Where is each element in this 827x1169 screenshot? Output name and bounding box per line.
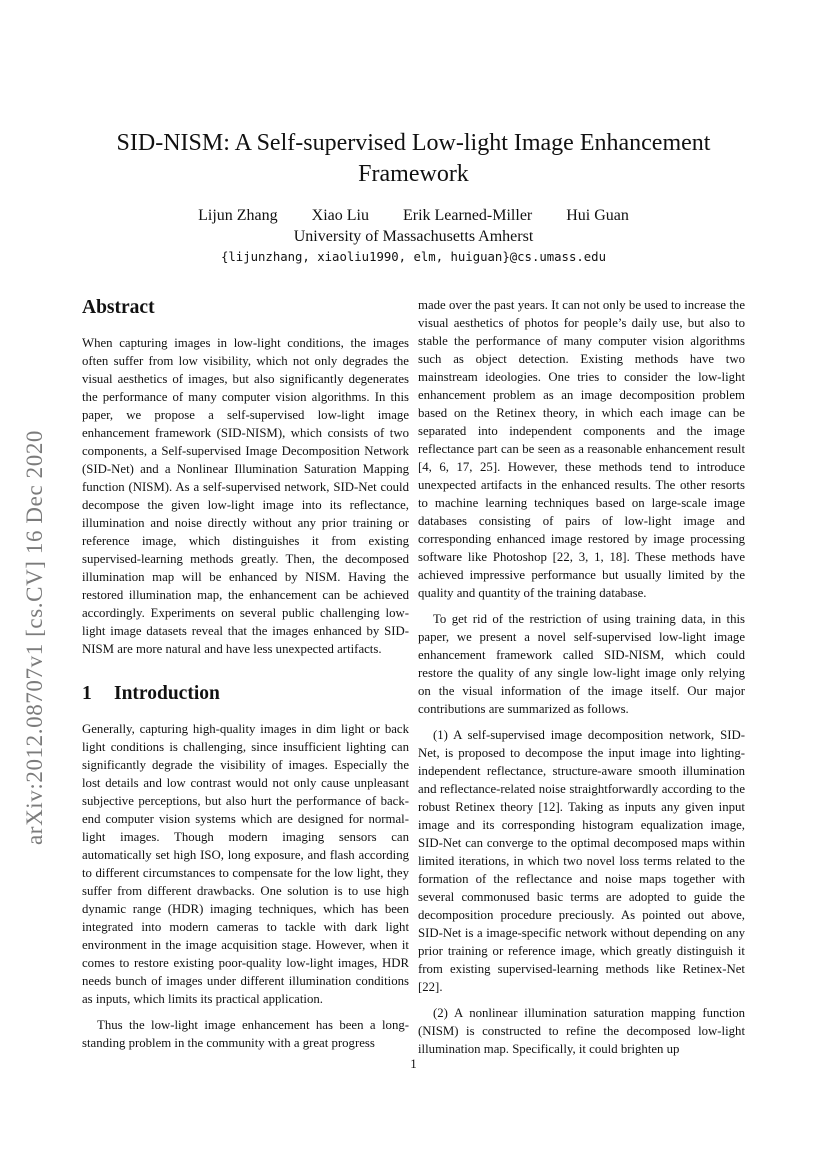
author-name: Xiao Liu bbox=[311, 207, 369, 224]
contribution-2: (2) A nonlinear illumination saturation mapping function (NISM) is constructed to refine the decomposed low-light illumination map. Specifically, it could brighten up bbox=[418, 1006, 745, 1056]
contribution-1: (1) A self-supervised image decomposition network, SID-Net, is proposed to decompose the input image into lighting-independent reflectance, structure-aware smooth illumination and reflectance-related noise straightforwardly according to the robust Retinex theory [12]. Taking as inputs any given input image and its corresponding histogram equalization image, SID-Net can converge to the optimal decomposed maps within limited iterations, in which two novel loss terms related to the formation of the reflectance and noise maps together with several commonused basic terms are adopted to guide the decomposition procedure preciously. As pointed out above, SID-Net is a image-specific network without depending on any prior training or reference image, which greatly distinguish it from existing supervised-learning methods like Retinex-Net [22]. bbox=[418, 728, 745, 994]
page-number: 1 bbox=[410, 1056, 417, 1071]
author-name: Hui Guan bbox=[566, 207, 629, 224]
intro-paragraph-1: Generally, capturing high-quality images in dim light or back light conditions is challenging, since insufficient lighting can significantly degrade the visibility of images. Especially the lost details and low contrast would not only cause unpleasant subjective perceptions, but also hurt the performance of back-end computer vision systems which are designed for normal-light images. Though modern imaging sensors can automatically set high ISO, long exposure, and flash according to different circumstances to compensate for the low light, they suffer from different drawbacks. One solution is to use high dynamic range (HDR) imaging techniques, which has been integrated into modern cameras to tackle with dark light environment in the image acquisition stage. However, when it comes to restore existing poor-quality low-light images, HDR needs bunch of images under different illumination conditions as inputs, which limits its practical application. bbox=[82, 722, 409, 1006]
abstract-heading: Abstract bbox=[82, 297, 155, 318]
intro-paragraph-2-cont: made over the past years. It can not only be used to increase the visual aesthetics of photos for people’s daily use, but also to stable the performance of many computer vision algorithms such as object detection. Existing methods have two mainstream ideologies. One tries to consider the low-light enhancement problem as an image decomposition problem based on the Retinex theory, in which each image can be separated into independent components and the image reflectance part can be seen as a reasonable enhancement result [4, 6, 17, 25]. However, these methods tend to introduce unexpected artifacts in the enhanced results. The other resorts to machine learning techniques based on large-scale image databases consisting of pairs of low-light image and corresponding enhanced image restored by image processing software like Photoshop [22, 3, 1, 18]. These methods have achieved impressive performance but usually limited by the quality and quantity of the training database. bbox=[418, 298, 745, 600]
intro-paragraph-2-start: Thus the low-light image enhancement has been a long-standing problem in the community with a great progress bbox=[82, 1018, 409, 1050]
abstract-text: When capturing images in low-light conditions, the images often suffer from low visibility, which not only degrades the visual aesthetics of images, but also significantly degenerates the performance of many computer vision algorithms. In this paper, we propose a self-supervised low-light image enhancement framework (SID-NISM), which consists of two components, a Self-supervised Image Decomposition Network (SID-Net) and a Nonlinear Illumination Saturation Mapping function (NISM). As a self-supervised network, SID-Net could decompose the given low-light image into its reflectance, illumination and noise directly without any prior training or reference image, which distinguishes it from existing supervised-learning methods greatly. Then, the decomposed illumination map will be enhanced by NISM. Having the restored illumination map, the enhancement can be achieved accordingly. Experiments on several public challenging low-light image datasets reveal that the images enhanced by SID-NISM are more natural and have less unexpected artifacts. bbox=[82, 336, 409, 656]
paper-title: SID-NISM: A Self-supervised Low-light Image Enhancement Framework bbox=[116, 130, 711, 187]
author-name: Lijun Zhang bbox=[198, 207, 278, 224]
right-column bbox=[418, 296, 745, 1066]
author-emails: {lijunzhang, xiaoliu1990, elm, huiguan}@cs.umass.edu bbox=[221, 250, 606, 264]
arxiv-identifier: arXiv:2012.08707v1 [cs.CV] 16 Dec 2020 bbox=[22, 429, 47, 845]
introduction-heading bbox=[82, 682, 409, 706]
intro-paragraph-3: To get rid of the restriction of using training data, in this paper, we present a novel self-supervised low-light image enhancement framework called SID-NISM, which could restore the quality of any single low-light image only relying on the visual information of the image itself. Our major contributions are summarized as follows. bbox=[418, 612, 745, 716]
author-name: Erik Learned-Miller bbox=[402, 207, 533, 224]
section-title: Introduction bbox=[114, 683, 220, 704]
section-number: 1 bbox=[82, 683, 92, 704]
left-column bbox=[82, 296, 409, 1060]
author-list bbox=[60, 206, 767, 226]
affiliation: University of Massachusetts Amherst bbox=[293, 228, 534, 245]
